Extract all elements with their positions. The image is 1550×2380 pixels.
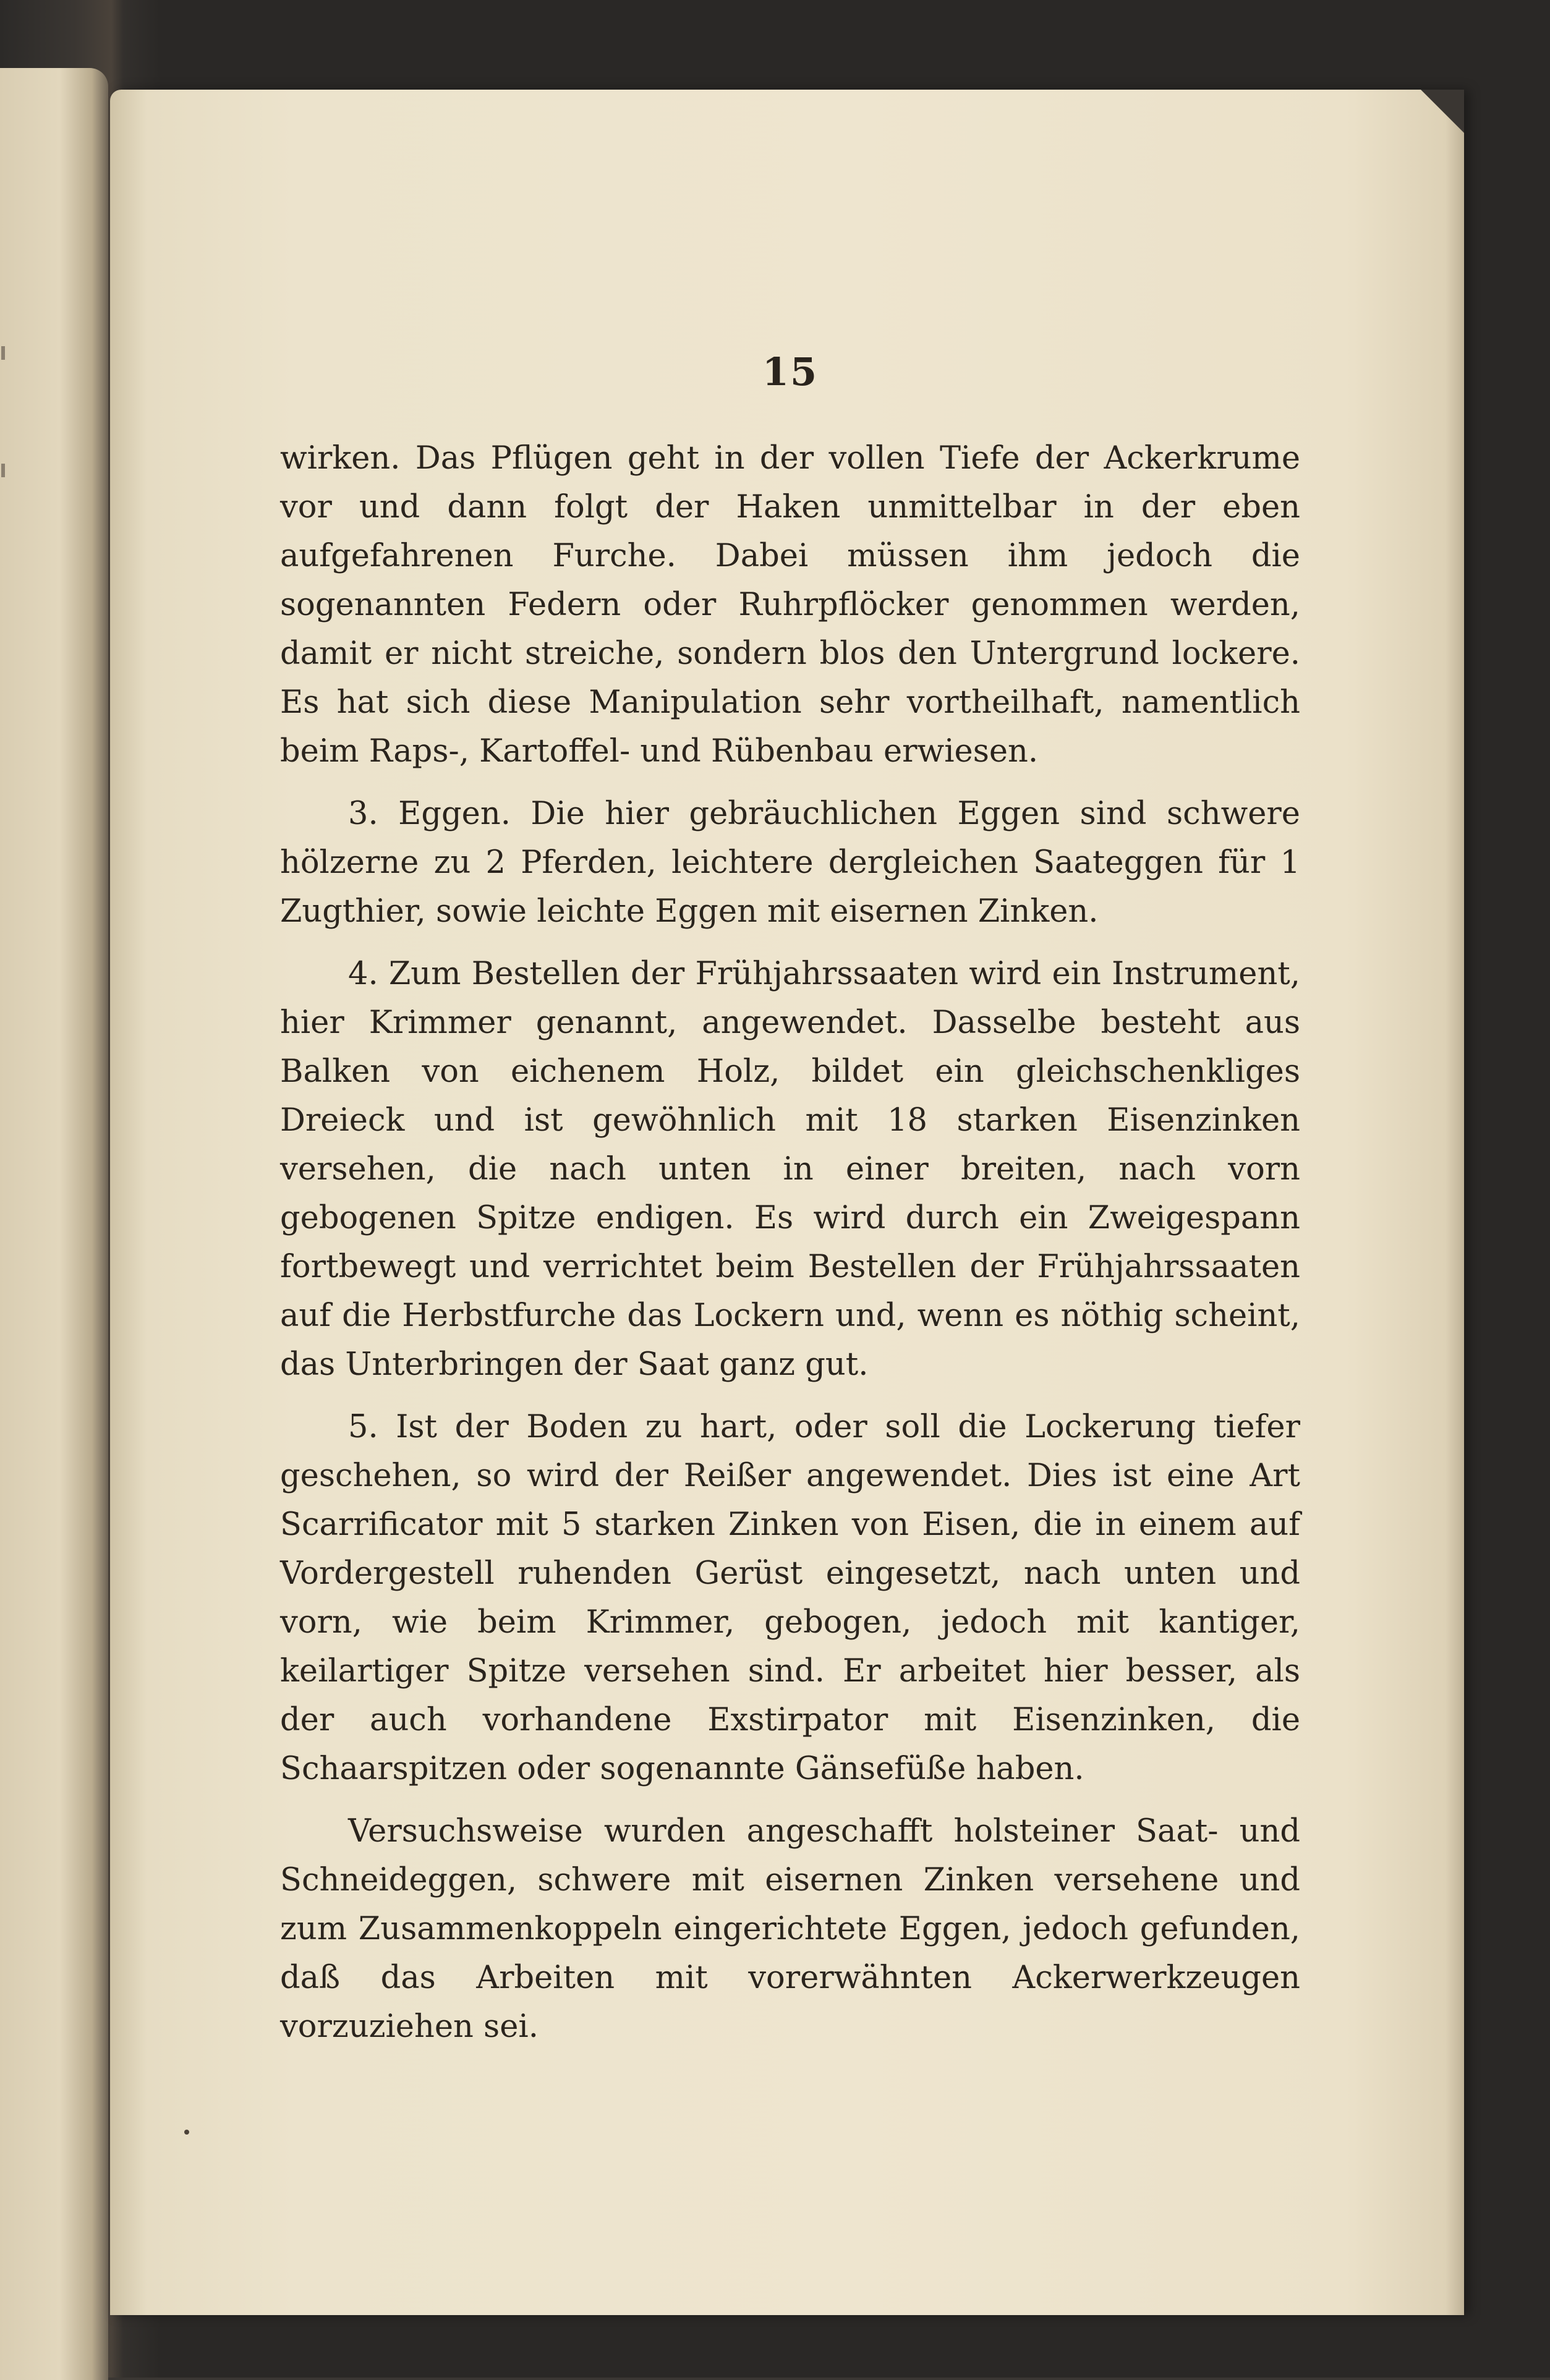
ink-spot	[184, 2130, 189, 2135]
paragraph-versuchsweise: Versuchsweise wurden angeschafft holsteiner Saat- und Schneideggen, schwere mit eisernen Zinken versehene und zum Zusammenkoppeln eingerichtete Eggen, jedoch gefunden, daß das Arbeiten mit vorerwähnten Ackerwerkzeugen vorzuziehen sei.	[280, 1813, 1300, 2045]
page-edge-mark	[1, 346, 5, 360]
page-text	[280, 349, 1300, 2065]
paragraph-eggen: 3. Eggen. Die hier gebräuchlichen Eggen sind schwere hölzerne zu 2 Pferden, leichtere dergleichen Saateggen für 1 Zugthier, sowie leichte Eggen mit eisernen Zinken.	[280, 796, 1300, 930]
paragraph-reisser: 5. Ist der Boden zu hart, oder soll die Lockerung tiefer geschehen, so wird der Reißer angewendet. Dies ist eine Art Scarrificator mit 5 starken Zinken von Eisen, die in einem auf Vordergestell ruhenden Gerüst eingesetzt, nach unten und vorn, wie beim Krimmer, gebogen, jedoch mit kantiger, keilartiger Spitze versehen sind. Er arbeitet hier besser, als der auch vorhandene Exstirpator mit Eisenzinken, die Schaarspitzen oder sogenannte Gänsefüße haben.	[280, 1409, 1300, 1787]
paragraph-krimmer: 4. Zum Bestellen der Frühjahrssaaten wird ein Instrument, hier Krimmer genannt, angewendet. Dasselbe besteht aus Balken von eichenem Holz, bildet ein gleichschenkliges Dreieck und ist gewöhnlich mit 18 starken Eisenzinken versehen, die nach unten in einer breiten, nach vorn gebogenen Spitze endigen. Es wird durch ein Zweigespann fortbewegt und verrichtet beim Bestellen der Frühjahrssaaten auf die Herbstfurche das Lockern und, wenn es nöthig scheint, das Unterbringen der Saat ganz gut.	[280, 956, 1300, 1383]
facing-page-edge	[0, 68, 108, 2380]
page-corner-fold	[1421, 90, 1464, 133]
page-number: 15	[762, 349, 819, 394]
book-page	[110, 90, 1464, 2315]
paragraph-continuation: wirken. Das Pflügen geht in der vollen Tiefe der Ackerkrume vor und dann folgt der Haken unmittelbar in der eben aufgefahrenen Furche. Dabei müssen ihm jedoch die sogenannten Federn oder Ruhrpflöcker genommen werden, damit er nicht streiche, sondern blos den Untergrund lockere. Es hat sich diese Manipulation sehr vortheilhaft, namentlich beim Raps-, Kartoffel- und Rübenbau erwiesen.	[280, 440, 1300, 770]
page-edge-mark	[1, 464, 5, 477]
